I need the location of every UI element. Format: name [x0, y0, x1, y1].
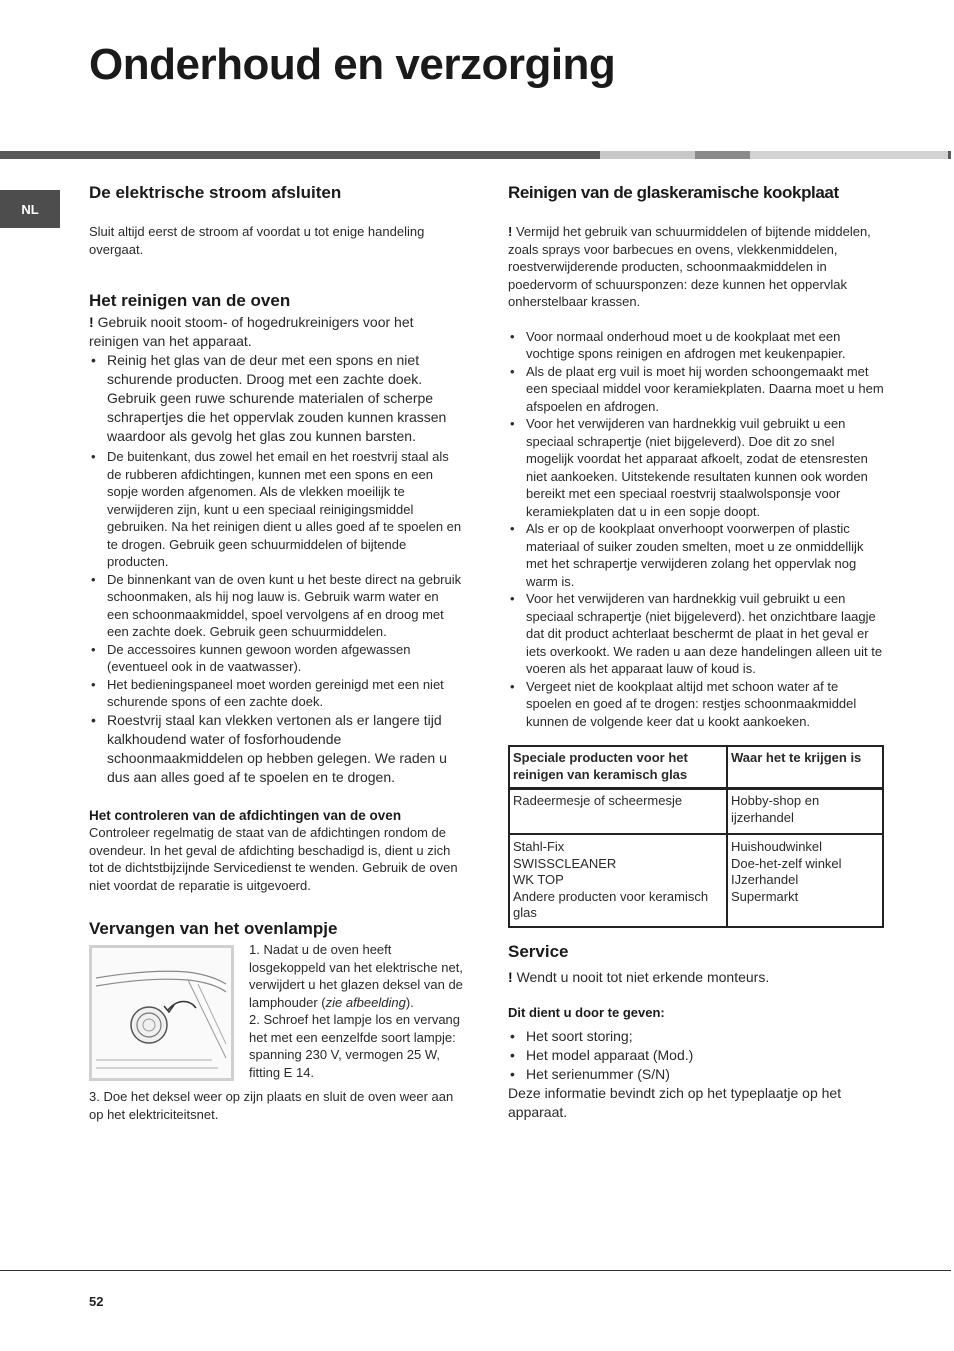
- cell-line: IJzerhandel: [731, 872, 799, 887]
- list-item: • Het soort storing;: [508, 1027, 884, 1046]
- cell-line: Hobby-shop en ijzerhandel: [731, 793, 820, 825]
- right-column: [508, 183, 884, 1122]
- list-item: • Reinig het glas van de deur met een spons en niet schurende producten. Droog met een zachte doek. Gebruik geen ruwe schurende materialen of scherpe schrapertjes die het oppervlak zouden kunnen krassen waardoor als gevolg het glas zou kunnen barsten.: [89, 351, 463, 446]
- page-title: Onderhoud en verzorging: [89, 40, 616, 89]
- warning-icon: !: [89, 314, 94, 330]
- cell-line: SWISSCLEANER: [513, 855, 617, 871]
- list-item: • Het serienummer (S/N): [508, 1065, 884, 1084]
- list-item: • Voor normaal onderhoud moet u de kookplaat met een vochtige spons reinigen en afdrogen met keukenpapier.: [508, 328, 884, 363]
- section-power: [89, 183, 463, 258]
- list-item: • Als de plaat erg vuil is moet hij worden schoongemaakt met een speciaal middel voor keramiekplaten. Daarna moet u hem afspoelen en afdrogen.: [508, 363, 884, 416]
- table-cell: [727, 789, 883, 835]
- section-heading: Vervangen van het ovenlampje: [89, 919, 338, 938]
- warning-paragraph: [508, 968, 884, 987]
- table-cell: [727, 834, 883, 927]
- lamp-illustration: [89, 945, 234, 1081]
- lamp-steps: [249, 941, 463, 1081]
- rule-segment-light: [750, 151, 948, 159]
- oven-cleaning-list: [89, 351, 463, 787]
- paragraph: Sluit altijd eerst de stroom af voordat u tot enige handeling overgaat.: [89, 224, 425, 257]
- language-tab: NL: [0, 190, 60, 228]
- paragraph: Deze informatie bevindt zich op het typeplaatje op het apparaat.: [508, 1085, 842, 1120]
- page-number: 52: [89, 1294, 104, 1309]
- rule-segment-light: [600, 151, 695, 159]
- lamp-step-1: [249, 941, 463, 1011]
- figure-reference: zie afbeelding: [325, 994, 406, 1010]
- lamp-step-2: 2. Schroef het lampje los en vervang het met een eenzelfde soort lampje: spanning 230 V, vermogen 25 W, fitting E 14.: [249, 1012, 461, 1080]
- step-text: 1. Nadat u de oven heeft losgekoppeld van het elektrische net, verwijdert u het glazen deksel van de lamphouder (: [249, 942, 463, 1010]
- warning-text: Gebruik nooit stoom- of hogedrukreinigers voor het reinigen van het apparaat.: [89, 314, 414, 349]
- section-seals: [89, 807, 463, 895]
- paragraph: Controleer regelmatig de staat van de afdichtingen rondom de ovendeur. In het geval de afdichting beschadigd is, dient u zich tot de dichtstbijzijnde Servicedienst te wenden. Gebruik de oven niet voordat de reparatie is uitgevoerd.: [89, 825, 458, 893]
- cell-line: Radeermesje of scheermesje: [513, 793, 683, 808]
- table-row: [509, 789, 883, 835]
- table-cell: [509, 789, 727, 835]
- table-header-cell: Waar het te krijgen is: [727, 746, 883, 789]
- cell-line: Supermarkt: [731, 888, 799, 904]
- table-header-row: [509, 746, 883, 789]
- table-row: [509, 834, 883, 927]
- table-header-cell: Speciale producten voor het reinigen van keramisch glas: [509, 746, 727, 789]
- rule-segment-end: [948, 151, 951, 159]
- section-heading: De elektrische stroom afsluiten: [89, 183, 342, 202]
- list-item: • Het model apparaat (Mod.): [508, 1046, 884, 1065]
- warning-text: Wendt u nooit tot niet erkende monteurs.: [516, 968, 770, 985]
- service-list: [508, 1027, 884, 1084]
- section-subheading: Het controleren van de afdichtingen van de oven: [89, 807, 402, 823]
- cell-line: Andere producten voor keramisch glas: [513, 888, 709, 920]
- table-cell: [509, 834, 727, 927]
- lamp-block: [89, 941, 463, 1101]
- warning-icon: !: [508, 968, 513, 985]
- list-item: • De binnenkant van de oven kunt u het beste direct na gebruik schoonmaken, als hij nog lauw is. Gebruik warm water en een schoonmaakmiddel, spoel vervolgens af en droog met een zachte doek. Gebruik geen schuurmiddelen.: [89, 571, 463, 641]
- warning-icon: !: [508, 224, 513, 239]
- rule-segment-dark: [0, 151, 600, 159]
- section-oven-cleaning: [89, 291, 463, 787]
- section-subheading: Dit dient u door te geven:: [508, 1004, 665, 1020]
- list-item: • De buitenkant, dus zowel het email en het roestvrij staal als de rubberen afdichtingen, kunnen met een spons en een sopje worden afgenomen. Als de vlekken moeilijk te verwijderen zijn, kunt u een speciaal reinigingsmiddel gebruiken. Na het reinigen dient u alles goed af te spoelen en te drogen. Gebruik geen schuurmiddelen of bijtende producten.: [89, 448, 463, 571]
- list-item: • De accessoires kunnen gewoon worden afgewassen (eventueel ook in de vaatwasser).: [89, 641, 463, 676]
- section-service: [508, 942, 884, 1123]
- list-item: • Voor het verwijderen van hardnekkig vuil gebruikt u een speciaal schrapertje (niet bijgeleverd). Doe dit zo snel mogelijk voordat het apparaat afkoelt, zodat de etensresten niet aankoeken. Uitstekende resultaten kunnen ook worden bereikt met een speciaal roestvrij staalwolsponsje voor keramiekplaten dat u in een sopje doopt.: [508, 415, 884, 520]
- cell-line: Doe-het-zelf winkel: [731, 855, 842, 871]
- cell-line: WK TOP: [513, 872, 564, 887]
- list-item: • Het bedieningspaneel moet worden gereinigd met een niet schurende spons of een zachte doek.: [89, 676, 463, 711]
- step-text: ).: [405, 994, 414, 1010]
- ceramic-cleaning-list: [508, 328, 884, 731]
- section-ceramic-cleaning: [508, 183, 884, 730]
- footer-rule: [0, 1270, 951, 1271]
- cell-line: Stahl-Fix: [513, 839, 565, 854]
- list-item: • Voor het verwijderen van hardnekkig vuil gebruikt u een speciaal schrapertje (niet bijgeleverd). het onzichtbare laagje dat dit product achterlaat beschermt de plaat in het geval er iets overkookt. We raden u aan deze handelingen alleen uit te voeren als het apparaat lauw of koud is.: [508, 590, 884, 678]
- section-heading: Reinigen van de glaskeramische kookplaat: [508, 183, 839, 202]
- cell-line: Huishoudwinkel: [731, 839, 823, 854]
- list-item: • Vergeet niet de kookplaat altijd met schoon water af te spoelen en goed af te drogen: restjes schoonmaakmiddel kunnen de volgende keer dat u kookt aankoeken.: [508, 678, 884, 731]
- list-item: • Als er op de kookplaat onverhoopt voorwerpen of plastic materiaal of suiker zouden smelten, moet u ze onmiddellijk met het schrapertje verwijderen zolang het oppervlak nog warm is.: [508, 520, 884, 590]
- warning-paragraph: [508, 223, 884, 311]
- rule-segment-mid: [695, 151, 750, 159]
- section-heading: Het reinigen van de oven: [89, 291, 291, 310]
- products-table: [508, 745, 884, 928]
- section-oven-lamp: [89, 919, 463, 1123]
- oven-lamp-icon: [92, 948, 231, 1078]
- left-column: [89, 183, 463, 1123]
- list-item: • Roestvrij staal kan vlekken vertonen als er langere tijd kalkhoudend water of fosforhoudende schoonmaakmiddelen op hebben gelegen. We raden u dus aan alles goed af te spoelen en te drogen.: [89, 711, 463, 787]
- lamp-step-3: 3. Doe het deksel weer op zijn plaats en sluit de oven weer aan op het elektriciteitsnet.: [89, 1089, 454, 1122]
- warning-paragraph: [89, 313, 463, 351]
- section-heading: Service: [508, 941, 569, 961]
- warning-text: Vermijd het gebruik van schuurmiddelen of bijtende middelen, zoals sprays voor barbecues en ovens, vlekkenmiddelen, roestverwijderende producten, schoonmaakmiddelen in poedervorm of schuursponzen: deze kunnen het oppervlak onherstelbaar krassen.: [508, 224, 871, 309]
